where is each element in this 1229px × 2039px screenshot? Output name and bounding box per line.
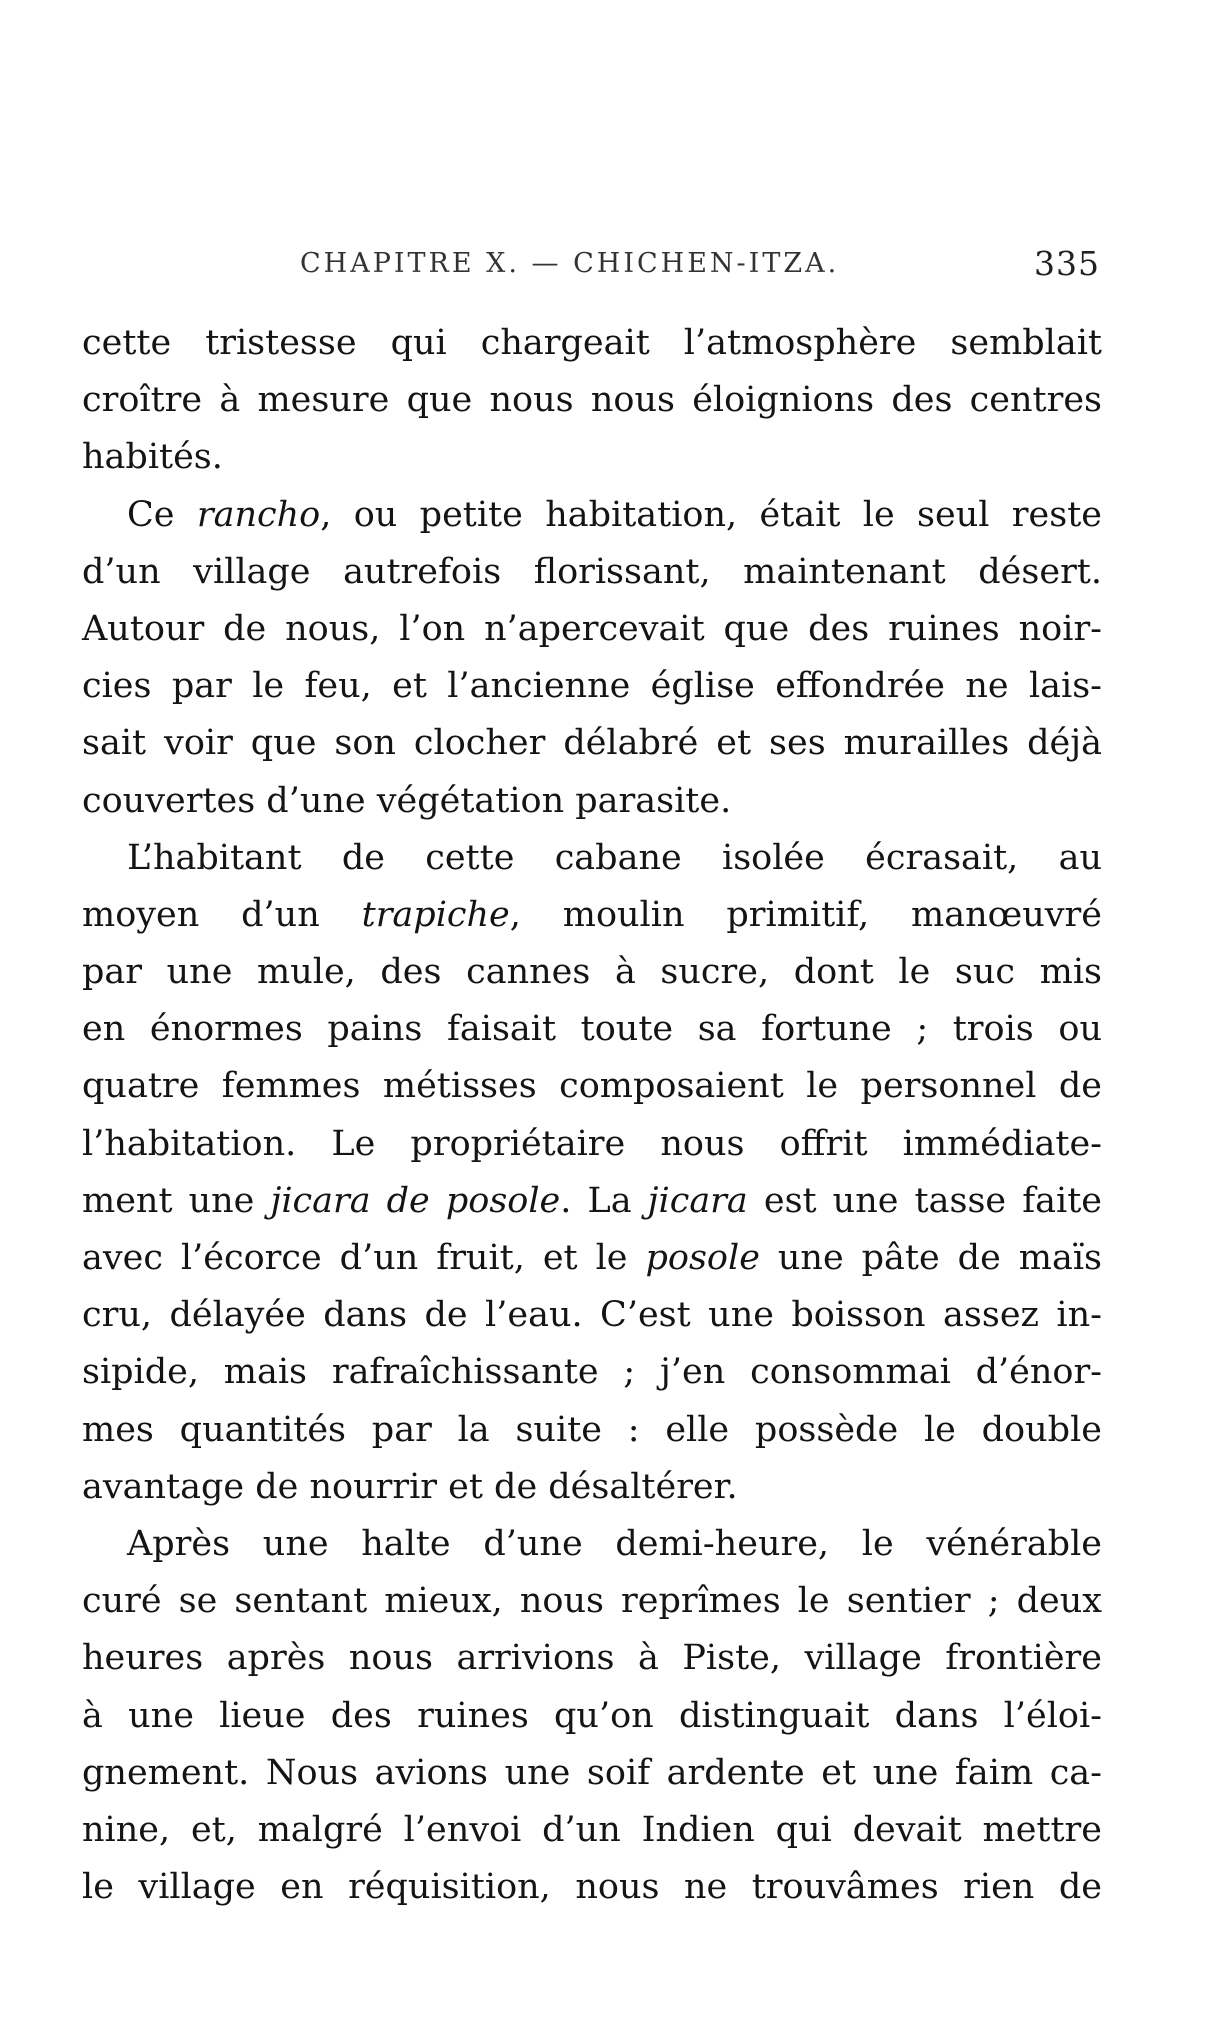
text-line: croître à mesure que nous nous éloignions des centres	[82, 380, 1102, 421]
text-line: à une lieue des ruines qu’on distinguait dans l’éloi-	[82, 1695, 1102, 1736]
text-line: L’habitant de cette cabane isolée écrasait, au	[127, 837, 1102, 878]
text-line: le village en réquisition, nous ne trouvâmes rien de	[82, 1867, 1102, 1908]
italic-term: jicara	[647, 1180, 748, 1221]
text-line: par une mule, des cannes à sucre, dont le suc mis	[82, 952, 1102, 993]
text-line: l’habitation. Le propriétaire nous offrit immédiate-	[82, 1123, 1102, 1164]
text-line: gnement. Nous avions une soif ardente et une faim ca-	[82, 1752, 1102, 1793]
italic-term: posole	[645, 1238, 760, 1278]
text-line: sipide, mais rafraîchissante ; j’en consommai d’énor-	[82, 1352, 1102, 1393]
text-line: quatre femmes métisses composaient le personnel de	[82, 1066, 1102, 1107]
text-line: d’un village autrefois florissant, maintenant désert.	[82, 551, 1102, 592]
text-line: curé se sentant mieux, nous reprîmes le sentier ; deux	[82, 1581, 1102, 1622]
text-line: cette tristesse qui chargeait l’atmosphère semblait	[82, 323, 1102, 363]
text-line: ment une jicara de posole. La jicara est une tasse faite	[82, 1180, 1102, 1221]
text-line: en énormes pains faisait toute sa fortune ; trois ou	[82, 1009, 1102, 1050]
page-number: 335	[1034, 244, 1100, 283]
text-line: sait voir que son clocher délabré et ses murailles déjà	[82, 723, 1102, 764]
italic-term: trapiche	[361, 894, 510, 935]
text-line: cies par le feu, et l’ancienne église effondrée ne lais-	[82, 666, 1102, 707]
text-line: Autour de nous, l’on n’apercevait que des ruines noir-	[82, 608, 1102, 649]
text-line: moyen d’un trapiche, moulin primitif, manœuvré	[82, 894, 1102, 935]
text-line: Après une halte d’une demi-heure, le vénérable	[127, 1523, 1102, 1564]
italic-term: rancho	[196, 494, 321, 535]
text-line: couvertes d’une végétation parasite.	[82, 780, 732, 821]
chapter-title: CHAPITRE X. — CHICHEN-ITZA.	[300, 248, 840, 279]
text-line: heures après nous arrivions à Piste, village frontière	[82, 1638, 1102, 1679]
text-line: cru, délayée dans de l’eau. C’est une boisson assez in-	[82, 1295, 1102, 1336]
body-text	[82, 315, 1102, 1916]
text-line: avantage de nourrir et de désaltérer.	[82, 1466, 738, 1507]
text-line: avec l’écorce d’un fruit, et le posole une pâte de maïs	[82, 1238, 1102, 1278]
running-header	[300, 244, 1100, 288]
text-line: Ce rancho, ou petite habitation, était le seul reste	[127, 494, 1102, 535]
italic-term: jicara de posole	[270, 1180, 561, 1221]
text-line: habités.	[82, 437, 223, 478]
text-line: mes quantités par la suite : elle possède le double	[82, 1409, 1102, 1450]
text-line: nine, et, malgré l’envoi d’un Indien qui devait mettre	[82, 1809, 1102, 1850]
